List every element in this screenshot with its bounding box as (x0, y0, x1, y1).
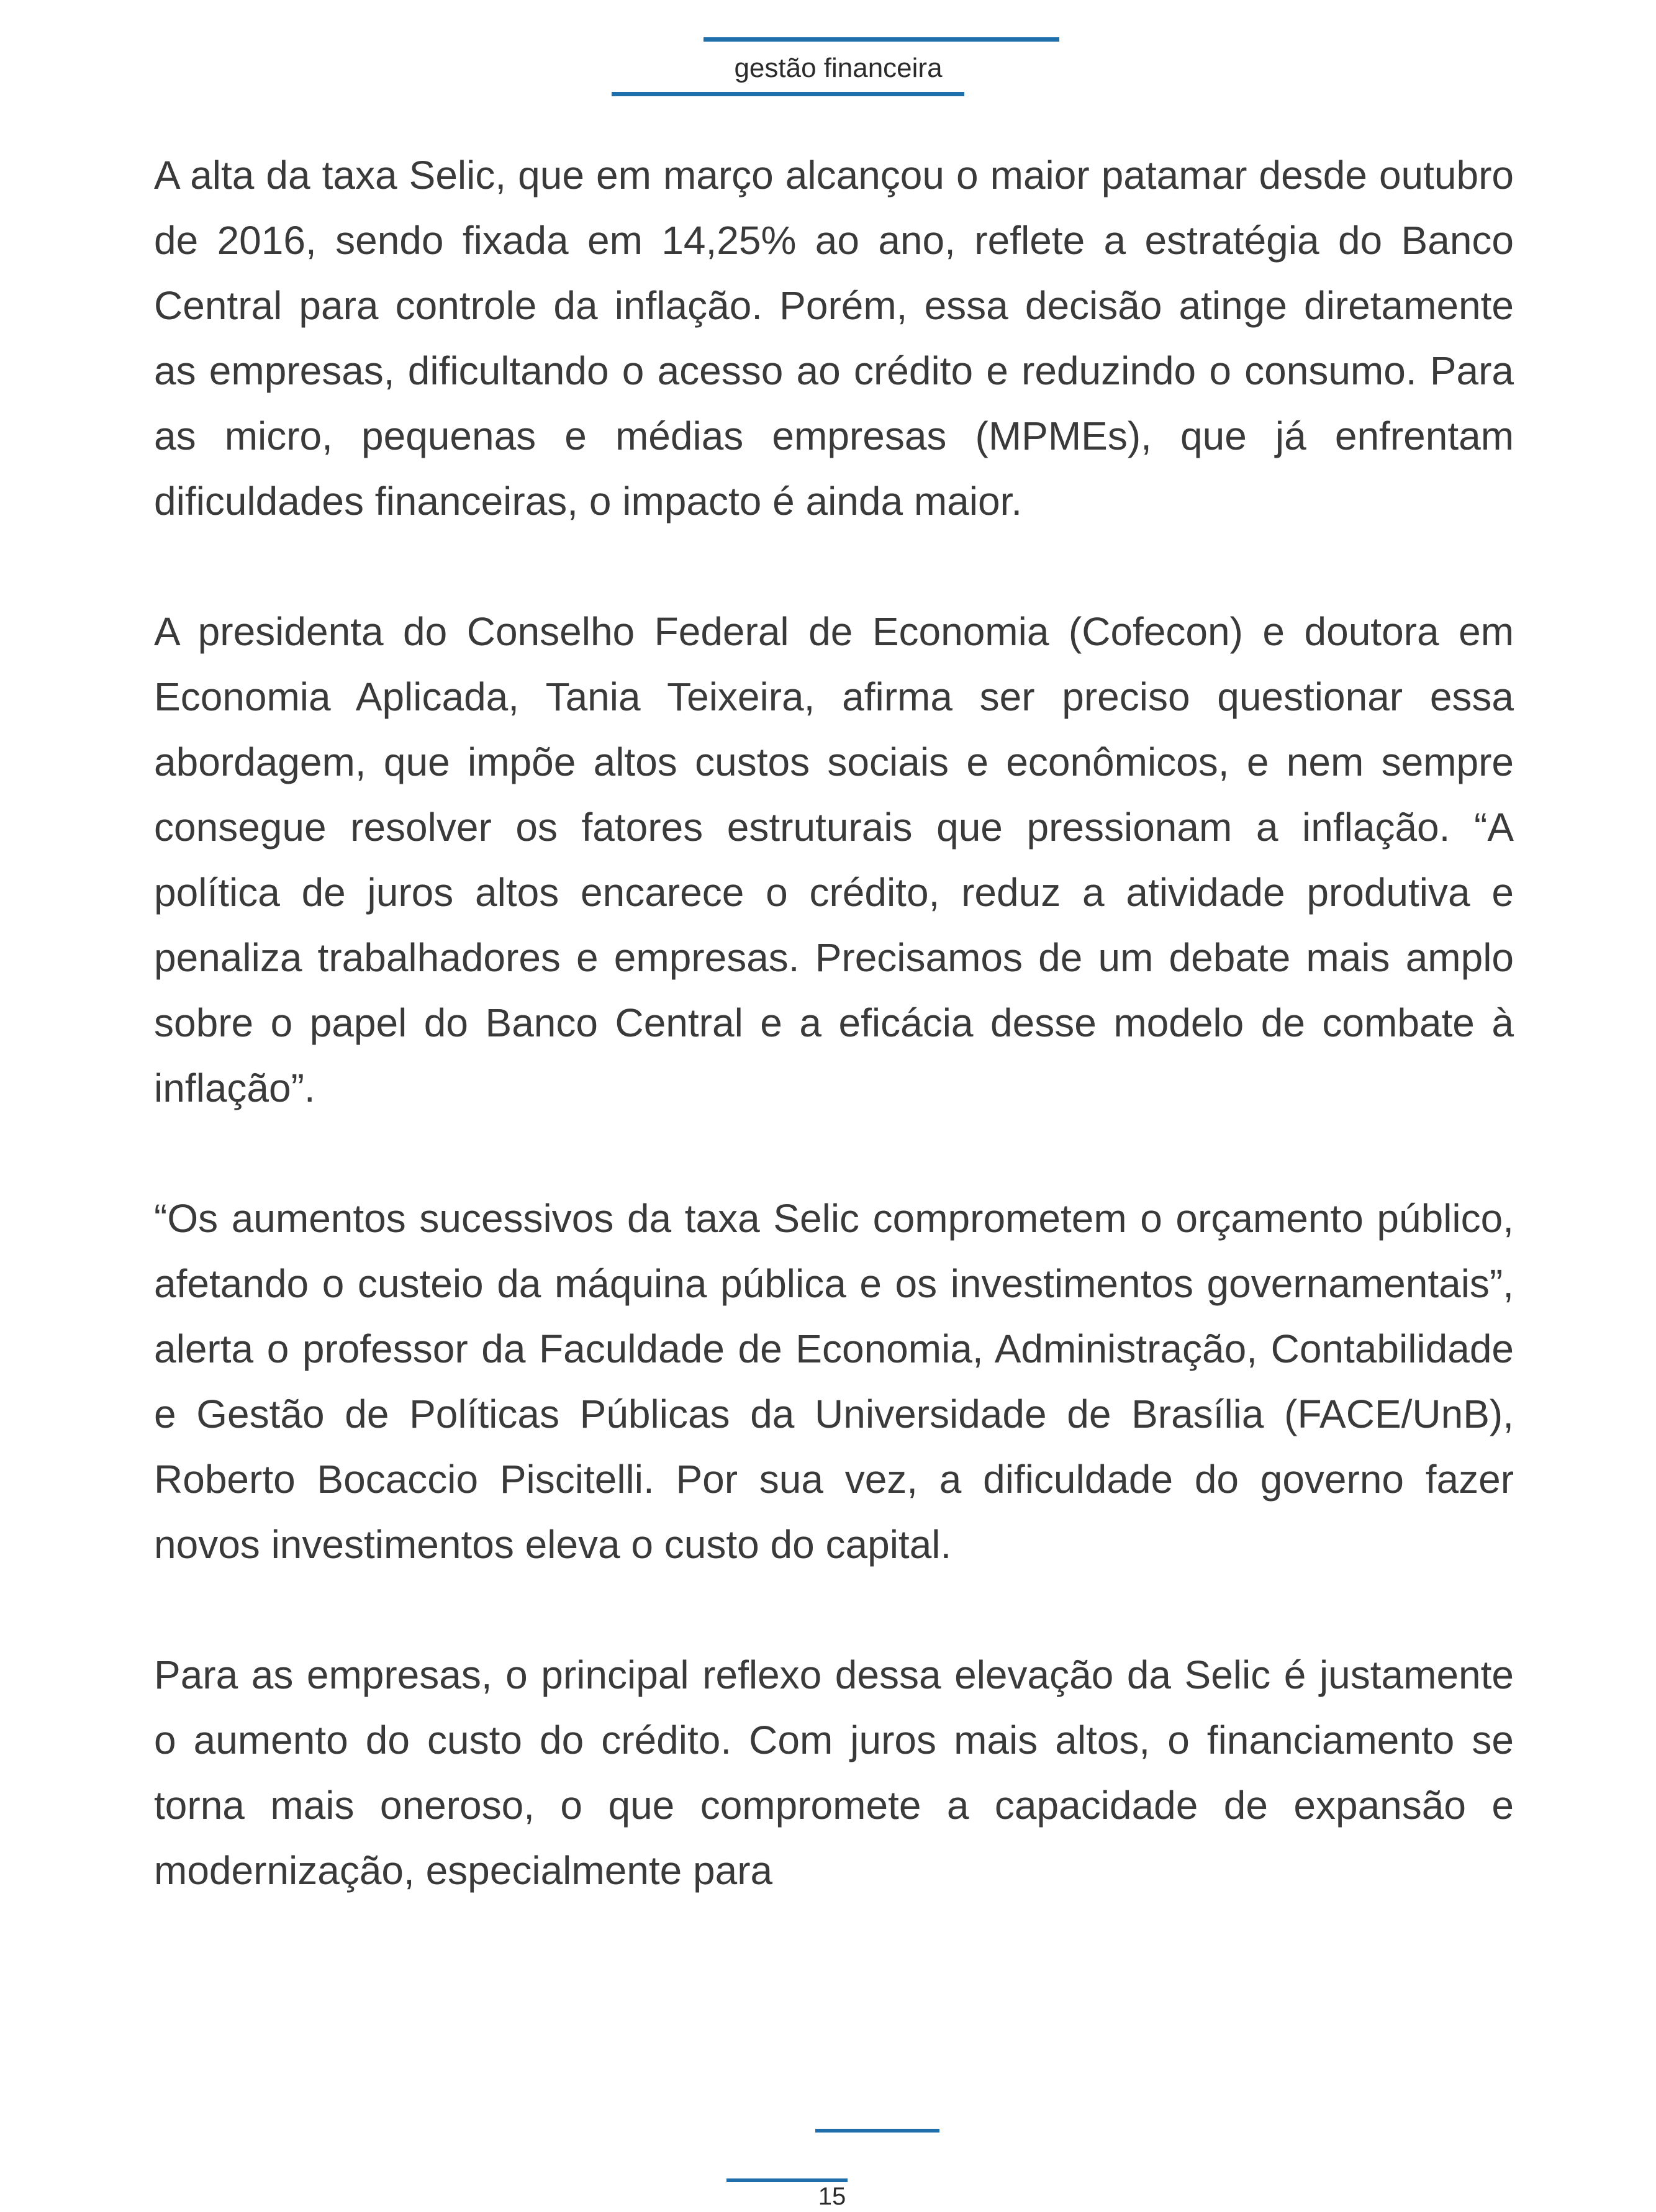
header-rule-top (704, 37, 1059, 42)
section-header: gestão financeira (734, 53, 943, 83)
paragraph-3: “Os aumentos sucessivos da taxa Selic comprometem o orçamento público, afetando o custeio da máquina pública e os investimentos governamentais”, alerta o professor da Faculdade de Economia, Administração, Contabilidade e Gestão de Políticas Públicas da Universidade de Brasília (FACE/UnB), Roberto Bocaccio Piscitelli. Por sua vez, a dificuldade do governo fazer novos investimentos eleva o custo do capital. (154, 1196, 1514, 1567)
page-number: 15 (818, 2183, 846, 2210)
header-rule-bottom (612, 92, 964, 96)
paragraph-2: A presidenta do Conselho Federal de Economia (Cofecon) e doutora em Economia Aplicada, Tania Teixeira, afirma ser preciso questionar essa abordagem, que impõe altos custos sociais e econômicos, e nem sempre consegue resolver os fatores estruturais que pressionam a inflação. “A política de juros altos encarece o crédito, reduz a atividade produtiva e penaliza trabalhadores e empresas. Precisamos de um debate mais amplo sobre o papel do Banco Central e a eficácia desse modelo de combate à inflação”. (154, 609, 1514, 1110)
paragraph-1: A alta da taxa Selic, que em março alcançou o maior patamar desde outubro de 2016, sendo fixada em 14,25% ao ano, reflete a estratégia do Banco Central para controle da inflação. Porém, essa decisão atinge diretamente as empresas, dificultando o acesso ao crédito e reduzindo o consumo. Para as micro, pequenas e médias empresas (MPMEs), que já enfrentam dificuldades financeiras, o impacto é ainda maior. (154, 153, 1514, 524)
footer-rule-bottom (726, 2178, 848, 2182)
footer-rule-top (815, 2129, 939, 2133)
article-body (154, 143, 1514, 1903)
paragraph-4: Para as empresas, o principal reflexo dessa elevação da Selic é justamente o aumento do custo do crédito. Com juros mais altos, o financiamento se torna mais oneroso, o que compromete a capacidade de expansão e modernização, especialmente para (154, 1652, 1514, 1893)
